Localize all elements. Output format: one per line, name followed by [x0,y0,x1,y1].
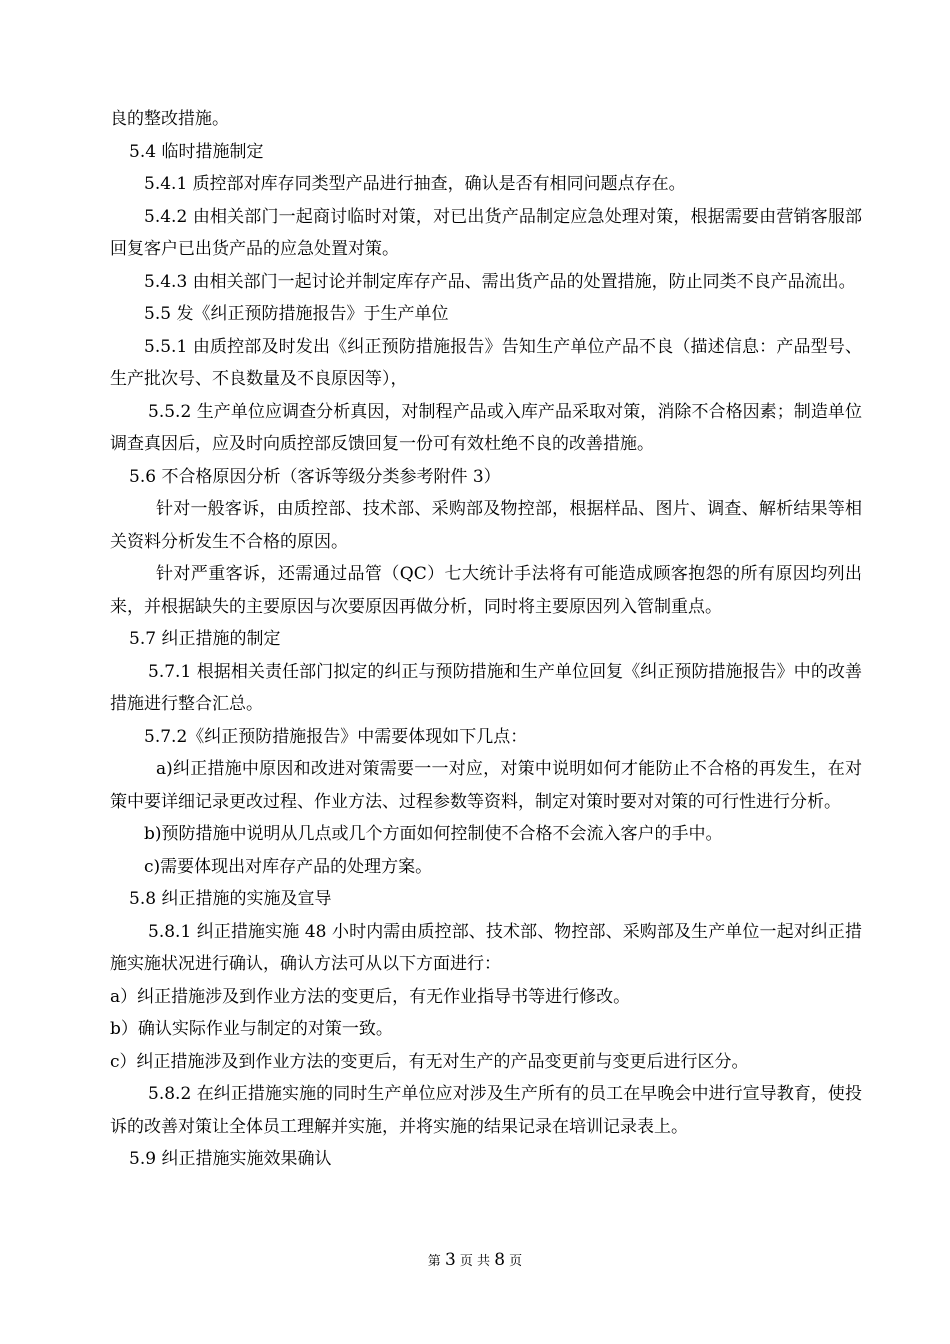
section-heading-5-5: 5.5 发《纠正预防措施报告》于生产单位 [144,304,449,324]
section-heading-5-6: 5.6 不合格原因分析（客诉等级分类参考附件 3） [129,466,501,487]
current-page-number: 3 [444,1250,456,1270]
list-item: a）纠正措施涉及到作业方法的变更后，有无作业指导书等进行修改。 [110,986,631,1007]
paragraph: 5.4.1 质控部对库存同类型产品进行抽查，确认是否有相同问题点存在。 [144,174,686,194]
footer-middle: 页 共 [459,1254,491,1269]
section-heading-5-4: 5.4 临时措施制定 [129,141,264,162]
paragraph: 5.5.2 生产单位应调查分析真因，对制程产品或入库产品采取对策，消除不合格因素；制造单位调查真因后，应及时向质控部反馈回复一份可有效杜绝不良的改善措施。 [110,401,862,454]
list-item: b）确认实际作业与制定的对策一致。 [110,1019,393,1039]
paragraph: 5.7.1 根据相关责任部门拟定的纠正与预防措施和生产单位回复《纠正预防措施报告》中的改善措施进行整合汇总。 [110,661,862,714]
section-heading-5-8: 5.8 纠正措施的实施及宣导 [129,889,332,909]
list-item: a)纠正措施中原因和改进对策需要一一对应，对策中说明如何才能防止不合格的再发生，在对策中要详细记录更改过程、作业方法、过程参数等资料，制定对策时要对对策的可行性进行分析。 [110,759,862,812]
section-heading-5-7: 5.7 纠正措施的制定 [129,629,281,649]
footer-suffix: 页 [509,1254,523,1269]
list-item: c）纠正措施涉及到作业方法的变更后，有无对生产的产品变更前与变更后进行区分。 [110,1051,749,1072]
list-item: b)预防措施中说明从几点或几个方面如何控制使不合格不会流入客户的手中。 [144,824,723,844]
paragraph: 5.7.2《纠正预防措施报告》中需要体现如下几点： [144,726,528,747]
paragraph: 5.4.2 由相关部门一起商讨临时对策，对已出货产品制定应急处理对策，根据需要由营销客服部回复客户已出货产品的应急处置对策。 [110,206,862,259]
section-heading-5-9: 5.9 纠正措施实施效果确认 [129,1149,332,1169]
paragraph: 5.4.3 由相关部门一起讨论并制定库存产品、需出货产品的处置措施，防止同类不良产品流出。 [144,271,856,292]
paragraph: 5.8.1 纠正措施实施 48 小时内需由质控部、技术部、物控部、采购部及生产单位一起对纠正措施实施状况进行确认，确认方法可从以下方面进行： [110,921,862,974]
total-page-number: 8 [494,1250,506,1270]
list-item: c)需要体现出对库存产品的处理方案。 [144,856,433,877]
page-footer [0,1250,950,1270]
paragraph: 针对一般客诉，由质控部、技术部、采购部及物控部，根据样品、图片、调查、解析结果等相关资料分析发生不合格的原因。 [110,499,862,552]
paragraph: 5.8.2 在纠正措施实施的同时生产单位应对涉及生产所有的员工在早晚会中进行宣导教育，使投诉的改善对策让全体员工理解并实施，并将实施的结果记录在培训记录表上。 [110,1084,862,1137]
paragraph: 良的整改措施。 [110,109,229,129]
paragraph: 针对严重客诉，还需通过品管（QC）七大统计手法将有可能造成顾客抱怨的所有原因均列出来，并根据缺失的主要原因与次要原因再做分析，同时将主要原因列入管制重点。 [110,564,862,617]
paragraph: 5.5.1 由质控部及时发出《纠正预防措施报告》告知生产单位产品不良（描述信息：产品型号、生产批次号、不良数量及不良原因等）， [110,336,862,389]
page-body [110,103,862,1176]
footer-prefix: 第 [427,1254,441,1269]
